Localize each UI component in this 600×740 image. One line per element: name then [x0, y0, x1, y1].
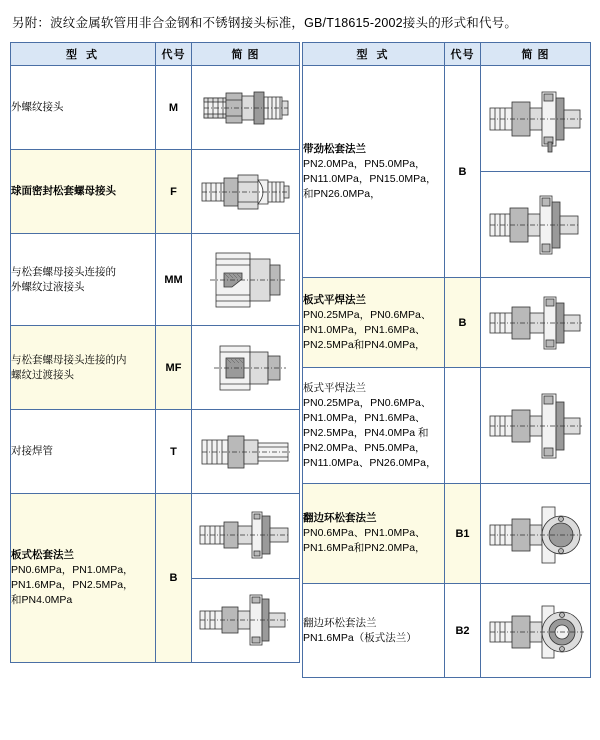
- left-spec-table: [10, 42, 300, 663]
- figure-cell-butt-weld-pipe: [192, 410, 300, 494]
- code-cell: B: [156, 494, 192, 663]
- table-row: [11, 66, 300, 150]
- type-cell: [11, 150, 156, 234]
- code-cell: B1: [445, 484, 481, 584]
- type-cell: [303, 484, 445, 584]
- type-line: 对接焊管: [11, 445, 53, 457]
- figure-cell-female-transition-joint: [192, 326, 300, 410]
- type-cell: [11, 234, 156, 326]
- table-header-row: [11, 43, 300, 66]
- table-row: [11, 234, 300, 326]
- figure-cell-ribbed-lap-flange-2: [481, 66, 591, 278]
- type-line: PN1.6MPa（板式法兰）: [303, 631, 417, 644]
- code-cell: F: [156, 150, 192, 234]
- type-line: 外螺纹接头: [11, 101, 64, 113]
- type-cell: [303, 66, 445, 278]
- type-line: PN0.25MPa，PN0.6MPa、: [303, 396, 432, 409]
- type-line: 外螺纹过液接头: [11, 280, 85, 293]
- type-line: PN0.6MPa，PN1.0MPa，: [11, 564, 134, 576]
- figure-sub-cell: [192, 579, 299, 662]
- type-line: 球面密封松套螺母接头: [11, 185, 116, 197]
- type-line: PN1.6MPa，PN2.5MPa，: [11, 579, 134, 591]
- type-line: 板式平焊法兰: [303, 293, 366, 306]
- right-spec-table: [302, 42, 591, 678]
- table-row: [11, 326, 300, 410]
- column-header-type: 型 式: [11, 43, 156, 66]
- tables-container: [10, 42, 590, 678]
- table-row: [11, 150, 300, 234]
- type-cell: [11, 326, 156, 410]
- type-line: 与松套螺母接头连接的: [11, 265, 116, 278]
- type-line: 板式平焊法兰: [303, 381, 366, 394]
- type-line: 翻边环松套法兰: [303, 616, 377, 629]
- table-row: [303, 484, 591, 584]
- table-row: [303, 278, 591, 368]
- type-line: PN0.25MPa，PN0.6MPa、: [303, 308, 432, 321]
- column-header-code: 代号: [156, 43, 192, 66]
- type-line: PN1.0MPa，PN1.6MPa、: [303, 411, 426, 424]
- type-line: 与松套螺母接头连接的内: [11, 353, 127, 366]
- type-line: PN2.0MPa，PN5.0MPa，: [303, 157, 426, 170]
- table-row: [303, 368, 591, 484]
- type-line: PN2.5MPa和PN4.0MPa，: [303, 338, 426, 351]
- type-line: 板式松套法兰: [11, 549, 74, 561]
- column-header-figure: 简 图: [192, 43, 300, 66]
- type-line: 和PN26.0MPa，: [303, 187, 381, 200]
- type-cell: [11, 66, 156, 150]
- table-row: [303, 66, 591, 278]
- type-line: PN0.6MPa、PN1.0MPa、: [303, 527, 426, 539]
- code-cell: B: [445, 278, 481, 368]
- type-line: PN1.0MPa，PN1.6MPa、: [303, 323, 426, 336]
- table-row: [11, 494, 300, 663]
- column-header-figure: 简 图: [481, 43, 591, 66]
- figure-cell-external-thread-joint: [192, 66, 300, 150]
- type-line: PN11.0MPa，PN15.0MPa，: [303, 172, 437, 185]
- type-line: PN2.0MPa、PN5.0MPa，: [303, 441, 426, 454]
- type-cell: [303, 584, 445, 678]
- type-line: PN1.6MPa和PN2.0MPa，: [303, 542, 426, 554]
- type-line: 翻边环松套法兰: [303, 512, 377, 524]
- figure-cell-spherical-seal-union-nut-joint: [192, 150, 300, 234]
- code-cell: T: [156, 410, 192, 494]
- table-row: [11, 410, 300, 494]
- code-cell: B2: [445, 584, 481, 678]
- type-line: 带劲松套法兰: [303, 142, 366, 155]
- figure-cell-male-transition-joint: [192, 234, 300, 326]
- type-cell: [303, 278, 445, 368]
- column-header-type: 型 式: [303, 43, 445, 66]
- figure-sub-cell: [481, 66, 590, 172]
- figure-cell-plate-lap-joint-flange-2: [192, 494, 300, 663]
- type-cell: [11, 494, 156, 663]
- type-line: PN11.0MPa、PN26.0MPa，: [303, 456, 437, 469]
- table-header-row: [303, 43, 591, 66]
- code-cell: MF: [156, 326, 192, 410]
- code-cell: MM: [156, 234, 192, 326]
- code-cell: B: [445, 66, 481, 278]
- figure-cell-flared-ring-lap-flange: [481, 484, 591, 584]
- code-cell: [445, 368, 481, 484]
- figure-cell-plate-welding-flange-2: [481, 368, 591, 484]
- type-cell: [11, 410, 156, 494]
- type-line: 和PN4.0MPa: [11, 594, 73, 606]
- figure-sub-cell: [192, 494, 299, 579]
- figure-cell-flared-ring-lap-flange-2: [481, 584, 591, 678]
- figure-cell-plate-welding-flange: [481, 278, 591, 368]
- type-cell: [303, 368, 445, 484]
- table-row: [303, 584, 591, 678]
- type-line: PN2.5MPa，PN4.0MPa 和: [303, 426, 429, 439]
- figure-sub-cell: [481, 172, 590, 277]
- column-header-code: 代号: [445, 43, 481, 66]
- type-line: 螺纹过渡接头: [11, 368, 74, 381]
- code-cell: M: [156, 66, 192, 150]
- page-title: 另附：波纹金属软管用非合金钢和不锈钢接头标准，GB/T18615-2002接头的形式和代号。: [12, 16, 518, 30]
